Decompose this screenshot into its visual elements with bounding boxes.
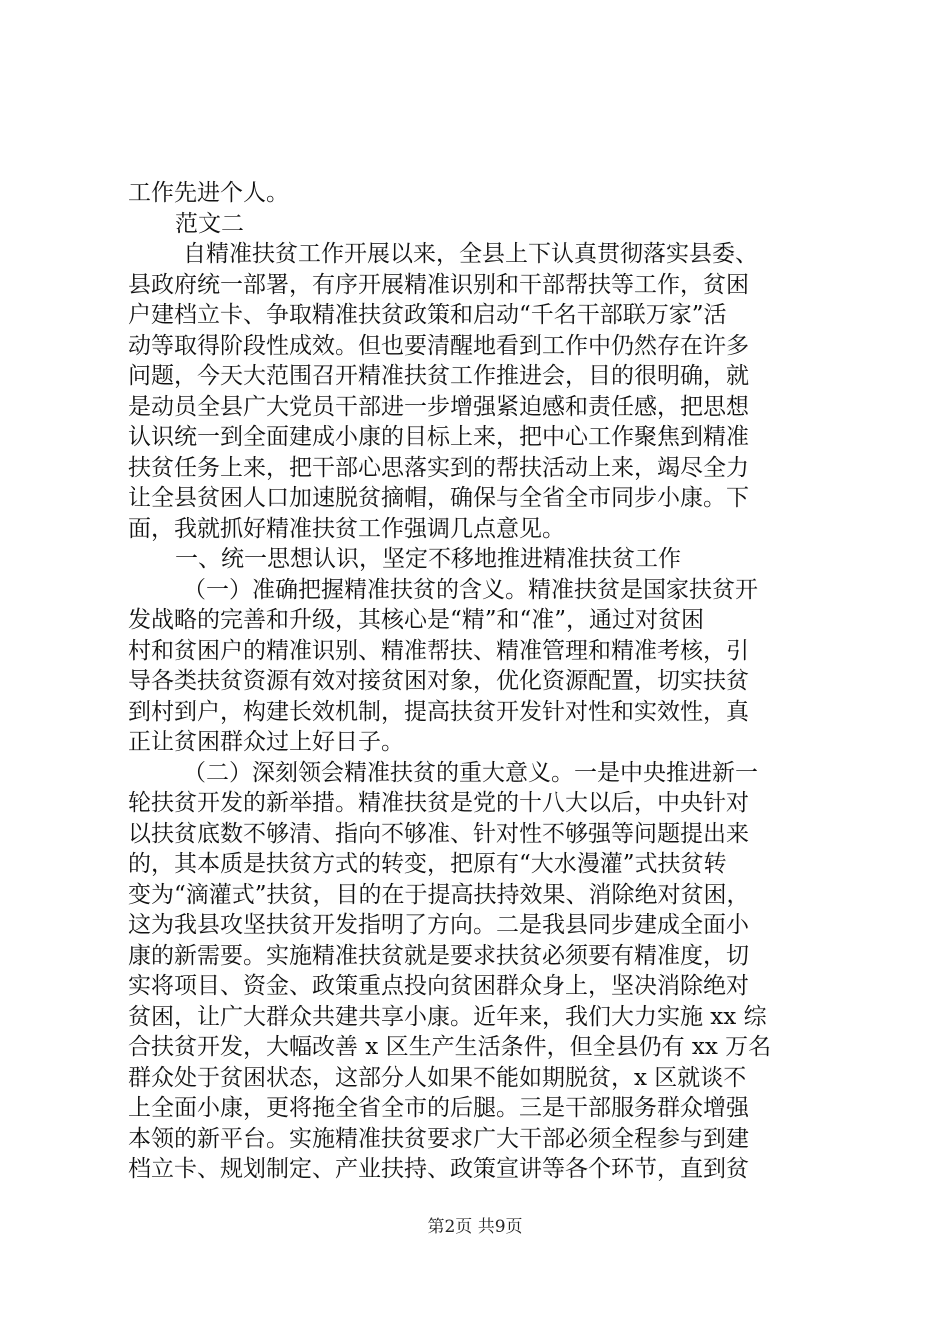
text-line: 动等取得阶段性成效。但也要清醒地看到工作中仍然存在许多 bbox=[128, 332, 749, 359]
text-line: 问题，今天大范围召开精准扶贫工作推进会，目的很明确，就 bbox=[128, 363, 749, 389]
text-line: 户建档立卡、争取精准扶贫政策和启动“千名干部联万家”活 bbox=[128, 302, 727, 328]
document-body bbox=[128, 178, 828, 1185]
text-line: 变为“滴灌式”扶贫，目的在于提高扶持效果、消除绝对贫困， bbox=[128, 881, 750, 908]
text-line: 自精准扶贫工作开展以来，全县上下认真贯彻落实县委、 bbox=[183, 241, 758, 267]
text-line: 的，其本质是扶贫方式的转变，把原有“大水漫灌”式扶贫转 bbox=[128, 851, 727, 877]
text-line: 县政府统一部署，有序开展精准识别和干部帮扶等工作，贫困 bbox=[128, 271, 749, 298]
text-line: 以扶贫底数不够清、指向不够准、针对性不够强等问题提出来 bbox=[128, 820, 749, 847]
text-line: 上全面小康，更将拖全省全市的后腿。三是干部服务群众增强 bbox=[128, 1095, 749, 1121]
text-line: （二）深刻领会精准扶贫的重大意义。一是中央推进新一 bbox=[183, 759, 758, 786]
text-line: 这为我县攻坚扶贫开发指明了方向。二是我县同步建成全面小 bbox=[128, 912, 749, 938]
text-line: 轮扶贫开发的新举措。精准扶贫是党的十八大以后，中央针对 bbox=[128, 790, 749, 816]
text-line: 发战略的完善和升级，其核心是“精”和“准”，通过对贫困 bbox=[128, 607, 705, 633]
text-line: 康的新需要。实施精准扶贫就是要求扶贫必须要有精准度，切 bbox=[128, 942, 749, 969]
text-line: 到村到户，构建长效机制，提高扶贫开发针对性和实效性，真 bbox=[128, 698, 749, 725]
text-line: 认识统一到全面建成小康的目标上来，把中心工作聚焦到精准 bbox=[128, 424, 749, 450]
text-line: 是动员全县广大党员干部进一步增强紧迫感和责任感，把思想 bbox=[128, 393, 749, 420]
text-line: 村和贫困户的精准识别、精准帮扶、精准管理和精准考核，引 bbox=[128, 637, 749, 664]
text-line: 合扶贫开发，大幅改善 x 区生产生活条件，但全县仍有 xx 万名 bbox=[128, 1034, 772, 1060]
page-footer: 第2页 共9页 bbox=[427, 1217, 523, 1237]
text-line: 正让贫困群众过上好日子。 bbox=[128, 729, 404, 755]
text-line: 面，我就抓好精准扶贫工作强调几点意见。 bbox=[128, 515, 565, 542]
text-line: 导各类扶贫资源有效对接贫困对象，优化资源配置，切实扶贫 bbox=[128, 668, 749, 694]
text-line: 实将项目、资金、政策重点投向贫困群众身上，坚决消除绝对 bbox=[128, 973, 749, 999]
text-line: 扶贫任务上来，把干部心思落实到的帮扶活动上来，竭尽全力 bbox=[128, 454, 749, 481]
text-line: 一、统一思想认识，坚定不移地推进精准扶贫工作 bbox=[175, 546, 681, 572]
text-line: 贫困，让广大群众共建共享小康。近年来，我们大力实施 xx 综 bbox=[128, 1003, 767, 1030]
text-line: 工作先进个人。 bbox=[128, 180, 289, 206]
text-line: 范文二 bbox=[175, 210, 244, 237]
text-line: 群众处于贫困状态，这部分人如果不能如期脱贫，x 区就谈不 bbox=[128, 1064, 747, 1091]
text-line: 档立卡、规划制定、产业扶持、政策宣讲等各个环节，直到贫 bbox=[128, 1156, 749, 1182]
text-line: 本领的新平台。实施精准扶贫要求广大干部必须全程参与到建 bbox=[128, 1125, 749, 1152]
text-line: （一）准确把握精准扶贫的含义。精准扶贫是国家扶贫开 bbox=[183, 576, 758, 603]
text-line: 让全县贫困人口加速脱贫摘帽，确保与全省全市同步小康。下 bbox=[128, 485, 749, 511]
